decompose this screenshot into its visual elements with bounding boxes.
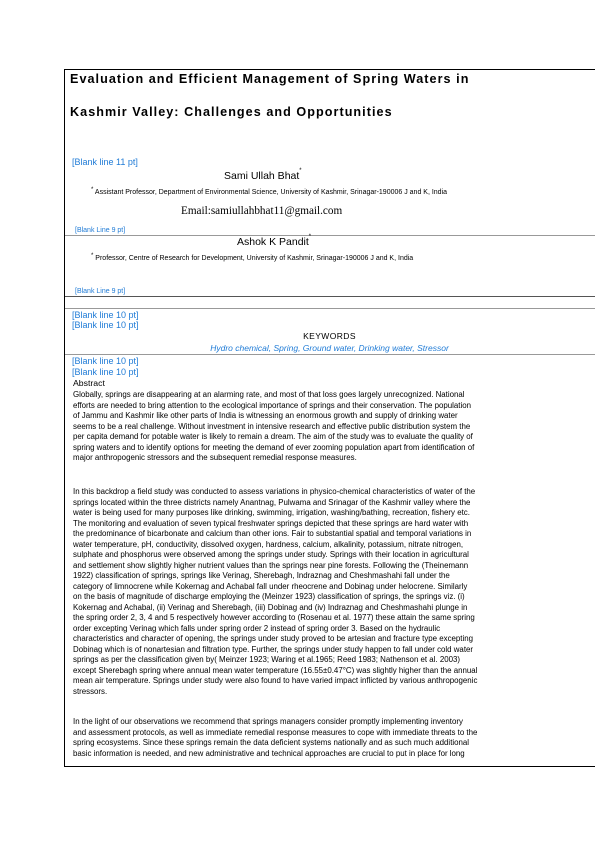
abstract-line: characteristics and character of opening, the springs under study proved to be artesian and fracture type excepting [73,634,474,643]
keywords-heading: KEYWORDS [303,331,356,341]
abstract-line: category of limnocrene while Kokernag and Achabal fall under rheocrene and Dobinag under helocrene. Similarly [73,581,468,591]
title-line-1: Evaluation and Efficient Management of Spring Waters in [70,72,470,86]
blank-marker-9pt-a: [Blank Line 9 pt] [75,227,126,234]
abstract-line: seems to be a real challenge. Without investment in intensive research and effective public distribution system the [73,421,471,431]
blank-marker-10pt-a: [Blank line 10 pt] [72,310,139,320]
abstract-line: The monitoring and evaluation of seven typical freshwater springs depicted that these springs are hard water with [73,518,469,528]
author-2-name: Ashok K Pandit* [237,234,312,248]
abstract-line: stressors. [73,686,108,696]
abstract-line: per capita demand for potable water is likely to remain a dream. The aim of the study was to evaluate the quality of [73,432,473,441]
abstract-heading: Abstract [73,378,105,388]
abstract-line: sulphate and phosphorus were observed among the springs under study. Springs with their location in agricultural [73,550,469,559]
abstract-line: springs as per the classification given by( Meinzer 1923; Waring et al.1965; Reed 1983; Nathenson et al. 2003) [73,655,461,664]
author-2-mark: * [308,234,312,240]
affiliation-2-mark: * [91,253,94,259]
abstract-line: and assessment protocols, as well as immediate remedial response measures to cope with immediate threats to the [73,727,478,737]
title-line-2: Kashmir Valley: Challenges and Opportunities [70,105,393,119]
abstract-line: mean air temperature. Springs under study were also found to have varied impact inflicted by various anthropogenic [73,676,478,685]
abstract-line: 1922) classification of springs, springs like Verinag, Sherebagh, Indraznag and Cheshmashahi fall under the [73,571,450,580]
abstract-line: of Jammu and Kashmir like other parts of India is witnessing an enormous growth and supply of drinking water [73,411,458,420]
blank-marker-10pt-d: [Blank line 10 pt] [72,367,139,377]
abstract-line: Globally, springs are disappearing at an alarming rate, and most of that loss goes largely unrecognized. National [73,390,465,399]
abstract-line: water temperature, pH, conductivity, dissolved oxygen, hardness, calcium, alkalinity, potassium, nitrate nitrogen, [73,539,464,549]
blank-marker-9pt-b: [Blank Line 9 pt] [75,288,126,295]
abstract-line: on the basis of magnitude of discharge employing the (Meinzer 1923) classification of springs, the springs viz. (i) [73,592,465,601]
keywords-list: Hydro chemical, Spring, Ground water, Drinking water, Stressor [210,343,449,353]
author-1-mark: * [299,168,302,174]
author-1-affiliation: * Assistant Professor, Department of Environmental Science, University of Kashmir, Srinagar-190006 J and K, India [91,187,448,196]
abstract-line: water is being used for many purposes like drinking, swimming, irrigation, washing/bathing, recreation, fishery etc. [73,508,470,517]
abstract-line: In this backdrop a field study was conducted to assess variations in physico-chemical characteristics of water of the [73,487,476,496]
blank-marker-10pt-c: [Blank line 10 pt] [72,356,139,366]
abstract-line: major anthropogenic stressors and the subsequent remedial response measures. [73,453,357,462]
abstract-line: and settlement show slightly higher nutrient values than the springs near pine forests. Following the (Theinemann [73,560,469,570]
blank-marker-11pt: [Blank line 11 pt] [72,157,138,167]
affiliation-1-mark: * [91,187,94,193]
abstract-line: the spring order 2, 3, 4 and 5 respectively however according to (Rosenau et al. 1977) these attain the same spring [73,613,475,622]
blank-marker-10pt-b: [Blank line 10 pt] [72,320,139,330]
author-1-email: Email:samiullahbhat11@gmail.com [181,205,343,217]
author-1-name: Sami Ullah Bhat* [224,168,302,182]
abstract-line: Kokernag and Achabal, (ii) Verinag and Sherebagh, (iii) Dobinag and (iv) Indraznag and Cheshmashahi plunge in [73,602,468,612]
abstract-line: basic information is needed, and new administrative and technical approaches are crucial to put in place for long [73,748,465,758]
abstract-line: springs located within the three districts namely Anantnag, Pulwama and Srinagar of the Kashmir valley where the [73,497,471,507]
abstract-line: In the light of our observations we recommend that springs managers consider promptly implementing inventory [73,717,463,726]
abstract-line: except Sherebagh spring where annual mean water temperature (16.55±0.47°C) was slightly higher than the annual [73,665,478,675]
abstract-line: Dobinag which is of nonartesian and filtration type. Further, the springs under study happen to fall under cold water [73,644,474,654]
abstract-line: spring ecosystems. Since these springs remain the data deficient systems nationally and as such much additional [73,738,470,747]
author-2-affiliation: * Professor, Centre of Research for Development, University of Kashmir, Srinagar-190006 J and K, India [91,253,414,262]
abstract-line: spring waters and to identify options for meeting the demand of ever zooming population apart from identification of [73,442,475,452]
abstract-line: order excepting Verinag which falls under spring order 2 instead of spring order 3. Based on the hydraulic [73,623,441,633]
abstract-line: efforts are needed to bring attention to the ecological importance of springs and their conservation. The population [73,400,472,410]
abstract-line: the predominance of bicarbonate and calcium than other ions. Fair to substantial spatial and temporal variations in [73,529,472,538]
